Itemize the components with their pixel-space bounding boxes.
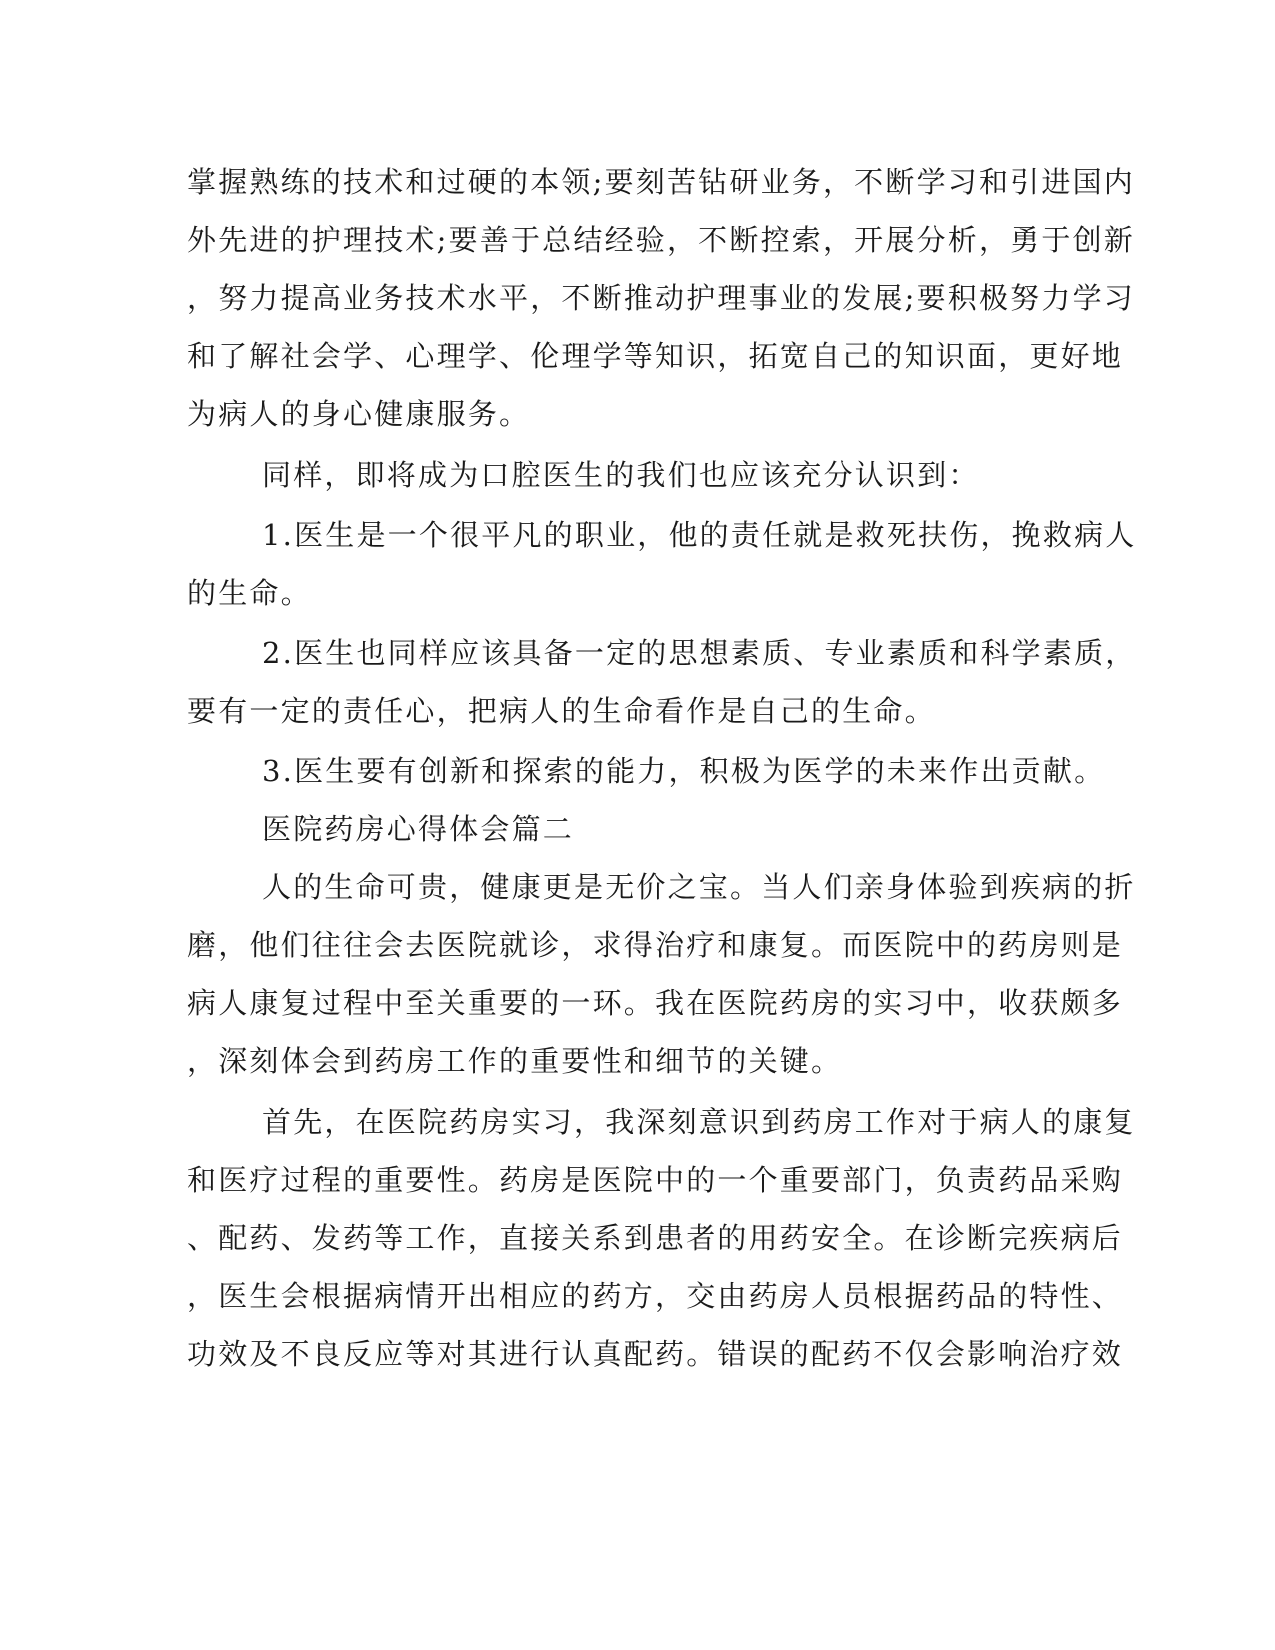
paragraph-first-line: 同样，即将成为口腔医生的我们也应该充分认识到： xyxy=(262,458,980,492)
section-heading: 医院药房心得体会篇二 xyxy=(262,812,575,846)
list-item-3-line: 3.医生要有创新和探索的能力，积极为医学的未来作出贡献。 xyxy=(262,754,1106,788)
body-text-line: 磨，他们往往会去医院就诊，求得治疗和康复。而医院中的药房则是 xyxy=(187,928,1124,962)
body-text-line: 为病人的身心健康服务。 xyxy=(187,397,531,431)
body-text-line: 外先进的护理技术;要善于总结经验，不断控索，开展分析，勇于创新 xyxy=(187,223,1135,257)
body-text-line: ，医生会根据病情开出相应的药方，交由药房人员根据药品的特性、 xyxy=(187,1279,1124,1313)
body-text-line: ，努力提高业务技术水平，不断推动护理事业的发展;要积极努力学习 xyxy=(187,281,1135,315)
paragraph-first-line: 首先，在医院药房实习，我深刻意识到药房工作对于病人的康复 xyxy=(262,1105,1136,1139)
body-text-line: 和医疗过程的重要性。药房是医院中的一个重要部门，负责药品采购 xyxy=(187,1163,1124,1197)
list-item-2-line: 2.医生也同样应该具备一定的思想素质、专业素质和科学素质， xyxy=(262,636,1137,670)
body-text-line: 掌握熟练的技术和过硬的本领;要刻苦钻研业务，不断学习和引进国内 xyxy=(187,165,1135,199)
list-item-1-line: 1.医生是一个很平凡的职业，他的责任就是救死扶伤，挽救病人 xyxy=(262,518,1137,552)
body-text-line: 、配药、发药等工作，直接关系到患者的用药安全。在诊断完疾病后 xyxy=(187,1221,1124,1255)
list-item-1-continuation: 的生命。 xyxy=(187,576,312,610)
list-item-2-continuation: 要有一定的责任心，把病人的生命看作是自己的生命。 xyxy=(187,694,936,728)
body-text-line: ，深刻体会到药房工作的重要性和细节的关键。 xyxy=(187,1044,843,1078)
body-text-line: 功效及不良反应等对其进行认真配药。错误的配药不仅会影响治疗效 xyxy=(187,1337,1124,1371)
body-text-line: 和了解社会学、心理学、伦理学等知识，拓宽自己的知识面，更好地 xyxy=(187,339,1124,373)
paragraph-first-line: 人的生命可贵，健康更是无价之宝。当人们亲身体验到疾病的折 xyxy=(262,870,1136,904)
body-text-line: 病人康复过程中至关重要的一环。我在医院药房的实习中，收获颇多 xyxy=(187,986,1124,1020)
